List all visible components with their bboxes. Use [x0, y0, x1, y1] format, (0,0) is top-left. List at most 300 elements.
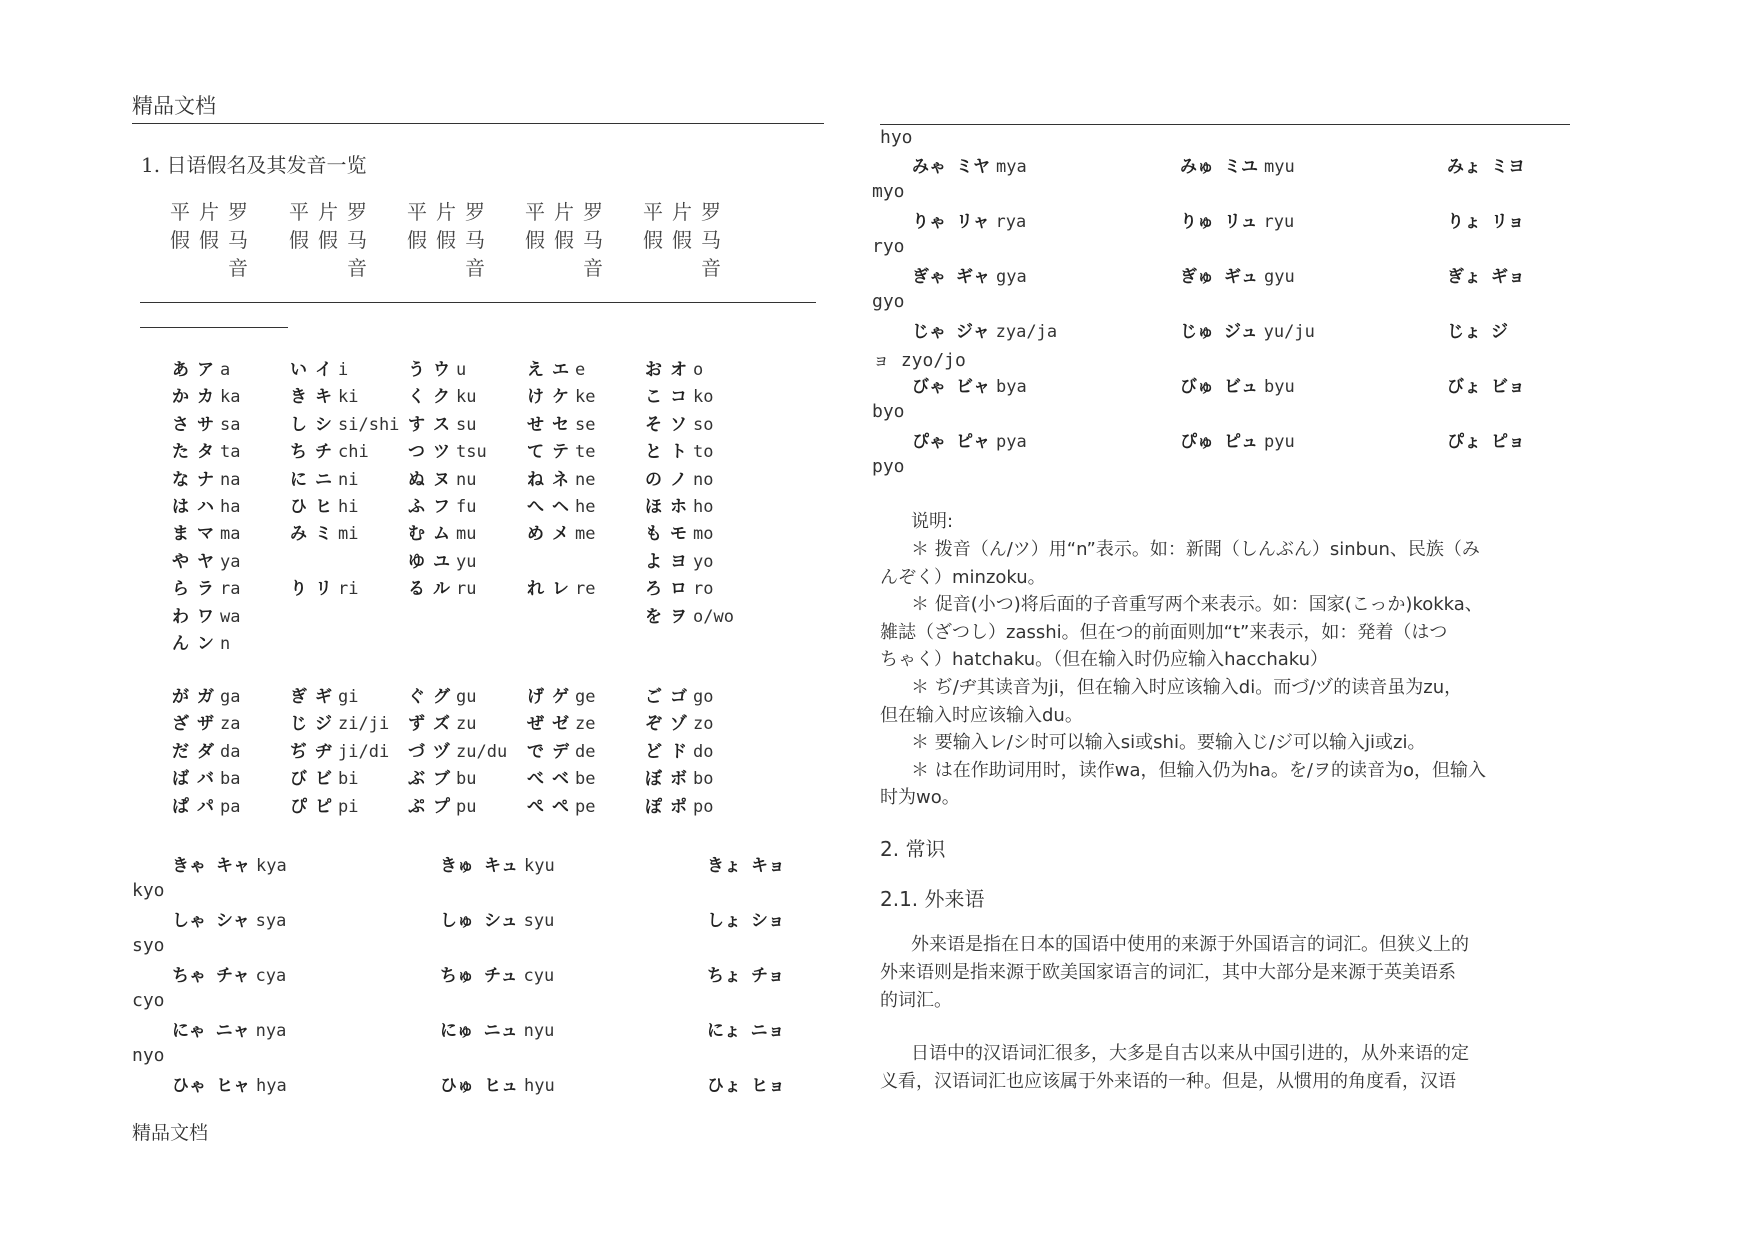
- katakana: シャ: [216, 911, 250, 931]
- hiragana: びょ: [1447, 377, 1481, 397]
- katakana: ニ: [315, 469, 332, 490]
- hiragana: べ: [527, 769, 544, 790]
- dakuon-cell: [290, 765, 358, 793]
- romaji: o/wo: [693, 606, 734, 627]
- romaji: po: [693, 796, 714, 817]
- youon-right-a: [912, 153, 1027, 181]
- youon-right-o: [1447, 208, 1525, 236]
- seion-cell: [645, 520, 713, 548]
- katakana: ビュ: [1224, 377, 1258, 397]
- romaji: me: [575, 524, 596, 545]
- hiragana: にゅ: [440, 1021, 474, 1041]
- romaji: cya: [255, 966, 287, 986]
- seion-cell: [172, 630, 230, 658]
- hiragana: きゅ: [440, 856, 474, 876]
- dakuon-cell: [645, 738, 713, 766]
- romaji: hyu: [524, 1076, 555, 1096]
- katakana: コ: [670, 387, 687, 408]
- seion-cell: [172, 466, 240, 494]
- text-line: 时为wo。: [880, 787, 960, 809]
- youon-left-wrap: kyo: [132, 880, 165, 901]
- seion-cell: [172, 411, 240, 439]
- seion-cell: [408, 466, 476, 494]
- katakana: ギュ: [1224, 267, 1258, 287]
- hiragana: づ: [408, 741, 425, 762]
- romaji: syu: [523, 911, 555, 931]
- katakana: ピ: [315, 796, 332, 817]
- katakana: ゴ: [670, 687, 687, 707]
- romaji: ga: [220, 687, 241, 707]
- katakana: リュ: [1224, 212, 1258, 232]
- romaji: ji/di: [338, 741, 390, 762]
- dakuon-cell: [408, 710, 476, 738]
- hiragana: け: [527, 387, 544, 408]
- youon-right-a: [912, 263, 1027, 291]
- seion-cell: [527, 466, 595, 494]
- youon-right-wrap: gyo: [872, 291, 905, 312]
- youon-right-u: [1180, 318, 1315, 346]
- hiragana: りょ: [1447, 212, 1481, 232]
- romaji: so: [693, 414, 714, 435]
- hiragana: ね: [527, 469, 544, 490]
- youon-left-u: [440, 852, 555, 880]
- hiragana: え: [527, 360, 544, 380]
- katakana: ユ: [433, 551, 450, 572]
- hiragana: ば: [172, 769, 189, 790]
- hiragana: ぐ: [408, 687, 425, 707]
- text-line: んぞく）minzoku。: [880, 566, 1046, 588]
- romaji: zu: [456, 714, 477, 735]
- hiragana: ど: [645, 741, 662, 762]
- text-line: 外来语是指在日本的国语中使用的来源于外国语言的词汇。但狭义上的: [911, 934, 1469, 955]
- romaji: cyu: [523, 966, 555, 986]
- hiragana: ぢ: [290, 741, 307, 762]
- hiragana: め: [527, 524, 544, 545]
- col-head-char: 罗: [347, 200, 367, 224]
- katakana: パ: [197, 796, 214, 817]
- table-subrule: [140, 327, 288, 328]
- seion-cell: [290, 575, 358, 603]
- seion-cell: [408, 383, 476, 411]
- romaji: ze: [575, 714, 596, 735]
- youon-left-a: [172, 852, 287, 880]
- katakana: ラ: [197, 579, 214, 600]
- seion-cell: [645, 383, 713, 411]
- col-head-char: 马: [701, 228, 721, 252]
- romaji: da: [220, 741, 241, 762]
- hiragana: き: [290, 387, 307, 408]
- katakana: ヲ: [670, 606, 687, 627]
- katakana: ツ: [433, 442, 450, 463]
- youon-right-a: [912, 318, 1057, 346]
- youon-left-wrap: cyo: [132, 990, 165, 1011]
- romaji: ru: [456, 579, 477, 600]
- hiragana: か: [172, 387, 189, 408]
- katakana: ダ: [197, 741, 214, 762]
- seion-cell: [408, 411, 476, 439]
- youon-right-wrap: byo: [872, 401, 905, 422]
- seion-cell: [527, 520, 595, 548]
- katakana: ニュ: [483, 1021, 518, 1041]
- hiragana: ぜ: [527, 714, 544, 735]
- col-head-char: 片: [672, 200, 692, 224]
- romaji: byu: [1264, 377, 1295, 397]
- romaji: gyu: [1264, 267, 1295, 287]
- col-head-char: 马: [465, 228, 485, 252]
- seion-cell: [172, 356, 230, 384]
- katakana: ジ: [1491, 322, 1508, 342]
- seion-cell: [645, 466, 713, 494]
- katakana: ビ: [315, 769, 332, 790]
- hiragana: ふ: [408, 497, 425, 517]
- dakuon-cell: [408, 793, 476, 821]
- hiragana: ぷ: [408, 796, 425, 817]
- katakana: ド: [670, 741, 687, 762]
- dakuon-cell: [290, 793, 358, 821]
- hiragana: ぎゅ: [1180, 267, 1214, 287]
- katakana: ヘ: [552, 497, 569, 517]
- youon-left-o: [707, 1072, 785, 1100]
- youon-left-a: [172, 962, 286, 990]
- katakana: ネ: [552, 469, 569, 490]
- youon-right-a: [912, 208, 1026, 236]
- romaji: u: [456, 360, 467, 380]
- romaji: pyu: [1264, 432, 1295, 452]
- katakana: エ: [552, 360, 569, 380]
- youon-right-a: [912, 428, 1027, 456]
- katakana: ワ: [197, 606, 214, 627]
- katakana: ビャ: [956, 377, 990, 397]
- youon-left-a: [172, 1072, 287, 1100]
- youon-left-o: [707, 907, 785, 935]
- katakana: テ: [552, 442, 569, 463]
- katakana: ヤ: [197, 551, 214, 572]
- katakana: ズ: [433, 714, 450, 735]
- katakana: ショ: [751, 911, 785, 931]
- hiragana: れ: [527, 579, 544, 600]
- seion-cell: [290, 383, 358, 411]
- romaji: fu: [456, 497, 477, 517]
- col-head-char: 平: [407, 200, 427, 224]
- hiragana: ら: [172, 579, 189, 600]
- hiragana: ま: [172, 524, 189, 545]
- hiragana: も: [645, 524, 662, 545]
- col-head-char: 片: [436, 200, 456, 224]
- hiragana: に: [290, 469, 307, 490]
- katakana: ケ: [552, 387, 569, 408]
- youon-right-wrap: ryo: [872, 236, 905, 257]
- hiragana: せ: [527, 414, 544, 435]
- dakuon-cell: [408, 738, 507, 766]
- romaji: yu/ju: [1263, 322, 1315, 342]
- romaji: do: [693, 741, 714, 762]
- youon-left-wrap: syo: [132, 935, 165, 956]
- romaji: o: [693, 360, 704, 380]
- hiragana: ご: [645, 687, 662, 707]
- dakuon-cell: [172, 710, 240, 738]
- katakana: ピャ: [956, 432, 990, 452]
- hiragana: む: [408, 524, 425, 545]
- hiragana: ぴょ: [1447, 432, 1481, 452]
- romaji: be: [575, 769, 596, 790]
- col-head-char: 音: [583, 256, 603, 280]
- katakana: プ: [433, 796, 450, 817]
- hiragana: つ: [408, 442, 425, 463]
- youon-left-u: [440, 1072, 555, 1100]
- katakana: ミヨ: [1491, 157, 1525, 177]
- hiragana: ろ: [645, 579, 662, 600]
- col-head-char: 假: [170, 228, 190, 252]
- romaji: zo: [693, 714, 714, 735]
- col-head-char: 马: [228, 228, 248, 252]
- youon-left-u: [440, 962, 554, 990]
- youon-right-u: [1180, 373, 1295, 401]
- katakana: ブ: [433, 769, 450, 790]
- hiragana: きょ: [707, 856, 741, 876]
- romaji: pya: [996, 432, 1027, 452]
- seion-cell: [172, 383, 240, 411]
- katakana: チャ: [216, 966, 250, 986]
- col-head-char: 平: [525, 200, 545, 224]
- katakana: シュ: [484, 911, 518, 931]
- hiragana: にょ: [707, 1021, 741, 1041]
- text-line: ＊ ぢ/ヂ其读音为ji，但在输入时应该输入di。而づ/ヅ的读音虽为zu，: [911, 677, 1463, 698]
- youon-right-o: [1447, 428, 1525, 456]
- col-head-char: 音: [347, 256, 367, 280]
- youon-right-u: [1180, 263, 1295, 291]
- youon-right-wrap: ョ zyo/jo: [872, 350, 966, 371]
- katakana: キャ: [216, 856, 250, 876]
- hiragana: にゃ: [172, 1021, 206, 1041]
- katakana: ヒュ: [484, 1076, 518, 1096]
- seion-cell: [527, 493, 595, 521]
- seion-cell: [527, 411, 595, 439]
- col-head-char: 罗: [583, 200, 603, 224]
- katakana: ニョ: [750, 1021, 785, 1041]
- katakana: チュ: [484, 966, 518, 986]
- romaji: se: [575, 414, 596, 435]
- katakana: イ: [315, 360, 332, 380]
- hiragana: しゃ: [172, 911, 206, 931]
- seion-cell: [290, 520, 358, 548]
- katakana: ヅ: [433, 741, 450, 762]
- youon-right-u: [1180, 428, 1295, 456]
- hiragana: きゃ: [172, 856, 206, 876]
- hiragana: ち: [290, 442, 307, 463]
- dakuon-cell: [290, 683, 358, 711]
- page-footer: 精品文档: [132, 1122, 209, 1144]
- seion-cell: [172, 603, 240, 631]
- romaji: kyu: [524, 856, 555, 876]
- hiragana: じょ: [1447, 322, 1481, 342]
- hiragana: ざ: [172, 714, 189, 735]
- youon-left-u: [440, 1017, 554, 1045]
- col-head-char: 罗: [701, 200, 721, 224]
- col-head-char: 罗: [228, 200, 248, 224]
- romaji: ge: [575, 687, 596, 707]
- hiragana: わ: [172, 606, 189, 627]
- katakana: ジ: [315, 714, 332, 735]
- katakana: ギョ: [1491, 267, 1525, 287]
- romaji: to: [693, 442, 714, 463]
- katakana: サ: [197, 414, 214, 435]
- youon-right-u: [1180, 153, 1295, 181]
- hiragana: り: [290, 579, 307, 600]
- katakana: ミユ: [1224, 157, 1258, 177]
- romaji: e: [575, 360, 586, 380]
- col-head-char: 音: [228, 256, 248, 280]
- seion-cell: [172, 438, 240, 466]
- dakuon-cell: [172, 793, 240, 821]
- katakana: ホ: [670, 497, 687, 517]
- youon-right-wrap: myo: [872, 181, 905, 202]
- hiragana: で: [527, 741, 544, 762]
- youon-left-o: [707, 1017, 785, 1045]
- romaji: hi: [338, 497, 359, 517]
- hiragana: ぞ: [645, 714, 662, 735]
- seion-cell: [408, 575, 476, 603]
- romaji: gu: [456, 687, 477, 707]
- dakuon-cell: [527, 738, 595, 766]
- romaji: de: [575, 741, 596, 762]
- romaji: zya/ja: [995, 322, 1058, 342]
- seion-cell: [645, 548, 713, 576]
- hiragana: りゅ: [1180, 212, 1214, 232]
- hiragana: ぎゃ: [912, 267, 946, 287]
- col-head-char: 平: [289, 200, 309, 224]
- romaji: gya: [996, 267, 1027, 287]
- text-line: 雑誌（ざつし）zasshi。但在つ的前面则加“t”来表示，如：発着（はつ: [880, 621, 1448, 643]
- hiragana: じゃ: [912, 322, 946, 342]
- katakana: ミヤ: [956, 157, 990, 177]
- youon-left-a: [172, 907, 286, 935]
- hiragana: びゃ: [912, 377, 946, 397]
- romaji: ri: [338, 579, 359, 600]
- romaji: ki: [338, 387, 359, 408]
- romaji: tsu: [456, 442, 487, 463]
- katakana: キ: [315, 387, 332, 408]
- romaji: bya: [996, 377, 1027, 397]
- romaji: wa: [220, 606, 241, 627]
- katakana: ピョ: [1491, 432, 1525, 452]
- katakana: ハ: [197, 497, 214, 517]
- header-rule-right: [880, 124, 1570, 125]
- katakana: レ: [552, 579, 569, 600]
- katakana: モ: [670, 524, 687, 545]
- romaji: mya: [996, 157, 1027, 177]
- hiragana: さ: [172, 414, 189, 435]
- romaji: gi: [338, 687, 359, 707]
- hiragana: や: [172, 551, 189, 572]
- romaji: i: [338, 360, 349, 380]
- katakana: ジャ: [956, 322, 990, 342]
- seion-cell: [290, 411, 399, 439]
- col-head-char: 马: [583, 228, 603, 252]
- hiragana: て: [527, 442, 544, 463]
- hiragana: ぱ: [172, 796, 189, 817]
- katakana: オ: [670, 360, 687, 380]
- col-head-char: 假: [672, 228, 692, 252]
- col-head-char: 马: [347, 228, 367, 252]
- hiragana: ぬ: [408, 469, 425, 490]
- hiragana: ちゅ: [440, 966, 474, 986]
- col-head-char: 假: [199, 228, 219, 252]
- hiragana: る: [408, 579, 425, 600]
- youon-left-o: [707, 852, 785, 880]
- seion-cell: [645, 493, 713, 521]
- katakana: ム: [433, 524, 450, 545]
- romaji: myu: [1264, 157, 1295, 177]
- romaji: ne: [575, 469, 596, 490]
- romaji: rya: [995, 212, 1027, 232]
- hiragana: こ: [645, 387, 662, 408]
- katakana: ソ: [670, 414, 687, 435]
- hiragana: ん: [172, 634, 189, 654]
- col-head-char: 片: [199, 200, 219, 224]
- hiragana: ちゃ: [172, 966, 206, 986]
- romaji: ni: [338, 469, 359, 490]
- seion-cell: [645, 438, 713, 466]
- col-head-char: 片: [318, 200, 338, 224]
- katakana: ヨ: [670, 551, 687, 572]
- seion-cell: [527, 438, 595, 466]
- katakana: ナ: [197, 469, 214, 490]
- katakana: グ: [433, 687, 450, 707]
- katakana: ト: [670, 442, 687, 463]
- katakana: ボ: [670, 769, 687, 790]
- katakana: ミ: [315, 524, 332, 545]
- youon-right-u: [1180, 208, 1294, 236]
- romaji: nya: [255, 1021, 287, 1041]
- col-head-char: 假: [407, 228, 427, 252]
- romaji: ho: [693, 497, 714, 517]
- hiragana: ず: [408, 714, 425, 735]
- seion-cell: [172, 493, 240, 521]
- katakana: ウ: [433, 360, 450, 380]
- hiragana: を: [645, 606, 662, 627]
- seion-cell: [408, 493, 476, 521]
- romaji: hya: [256, 1076, 287, 1096]
- hiragana: ゆ: [408, 551, 425, 572]
- col-head-char: 假: [525, 228, 545, 252]
- romaji: na: [220, 469, 241, 490]
- dakuon-cell: [645, 765, 713, 793]
- romaji: n: [220, 634, 231, 654]
- romaji: nu: [456, 469, 477, 490]
- katakana: ヌ: [433, 469, 450, 490]
- hiragana: びゅ: [1180, 377, 1214, 397]
- hiragana: い: [290, 360, 307, 380]
- hiragana: みゅ: [1180, 157, 1214, 177]
- romaji: nyu: [523, 1021, 555, 1041]
- hiragana: みゃ: [912, 157, 946, 177]
- romaji: ba: [220, 769, 241, 790]
- hiragana: う: [408, 360, 425, 380]
- text-line: 的词汇。: [880, 990, 952, 1011]
- dakuon-cell: [645, 710, 713, 738]
- romaji: mi: [338, 524, 359, 545]
- dakuon-cell: [645, 793, 713, 821]
- text-line: ＊ は在作助词用时，读作wa，但输入仍为ha。を/ヲ的读音为o，但输入: [911, 759, 1486, 781]
- katakana: チョ: [751, 966, 785, 986]
- hiragana: し: [290, 414, 307, 435]
- hiragana: ひゃ: [172, 1076, 206, 1096]
- dakuon-cell: [172, 765, 240, 793]
- hiragana: ひゅ: [440, 1076, 474, 1096]
- col-head-char: 音: [701, 256, 721, 280]
- romaji: pa: [220, 796, 241, 817]
- col-head-char: 音: [465, 256, 485, 280]
